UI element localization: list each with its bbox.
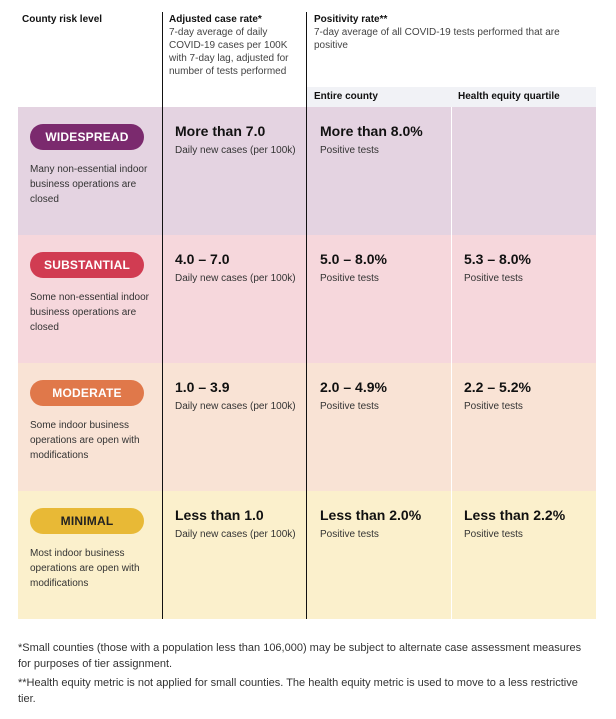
case-rate-value: 1.0 – 3.9: [175, 379, 230, 395]
tier-description: Most indoor business operations are open with modifications: [30, 548, 140, 589]
header-adjusted-case-rate-title: Adjusted case rate*: [169, 14, 262, 25]
county-positivity-value: Less than 2.0%: [320, 507, 422, 523]
tier-description: Some indoor business operations are open with modifications: [30, 420, 140, 461]
header-positivity-rate-title: Positivity rate**: [314, 14, 388, 25]
equity-positivity-value: 2.2 – 5.2%: [464, 379, 531, 395]
county-positivity-unit: Positive tests: [320, 273, 379, 284]
case-rate-unit: Daily new cases (per 100k): [175, 529, 296, 540]
equity-positivity-unit: Positive tests: [464, 401, 523, 412]
county-positivity-unit: Positive tests: [320, 145, 379, 156]
tier-badge: SUBSTANTIAL: [30, 252, 144, 278]
county-positivity-cell: [320, 506, 421, 542]
case-rate-value: More than 7.0: [175, 123, 266, 139]
header-adjusted-case-rate: [169, 13, 303, 78]
footnote-small-counties: *Small counties (those with a population less than 106,000) may be subject to alternate case assessment measures for purposes of tier assignment.: [18, 642, 582, 670]
case-rate-cell: [175, 378, 296, 414]
header-risk-level: [22, 13, 152, 26]
tier-badge: WIDESPREAD: [30, 124, 144, 150]
equity-positivity-cell: [464, 378, 531, 414]
subheader-entire-county: Entire county: [314, 91, 378, 102]
equity-positivity-value: Less than 2.2%: [464, 507, 566, 523]
header-positivity-rate-desc: 7-day average of all COVID-19 tests performed that are positive: [314, 27, 560, 51]
header-risk-level-title: County risk level: [22, 14, 103, 25]
case-rate-unit: Daily new cases (per 100k): [175, 401, 296, 412]
column-divider-3: [451, 107, 452, 619]
county-positivity-cell: [320, 122, 423, 158]
header-adjusted-case-rate-desc: 7-day average of daily COVID-19 cases per 100K with 7-day lag, adjusted for number of tests performed: [169, 27, 289, 77]
case-rate-cell: [175, 506, 296, 542]
equity-positivity-unit: Positive tests: [464, 529, 523, 540]
case-rate-value: 4.0 – 7.0: [175, 251, 230, 267]
case-rate-unit: Daily new cases (per 100k): [175, 145, 296, 156]
county-positivity-unit: Positive tests: [320, 401, 379, 412]
equity-positivity-cell: [464, 506, 565, 542]
equity-positivity-value: 5.3 – 8.0%: [464, 251, 531, 267]
county-positivity-value: 5.0 – 8.0%: [320, 251, 387, 267]
tier-badge: MINIMAL: [30, 508, 144, 534]
footnote-health-equity: **Health equity metric is not applied for small counties. The health equity metric is used to move to a less restrictive tier.: [18, 677, 578, 705]
case-rate-value: Less than 1.0: [175, 507, 264, 523]
subheader-health-equity-quartile: Health equity quartile: [458, 91, 560, 102]
tier-badge: MODERATE: [30, 380, 144, 406]
column-divider-2: [306, 12, 307, 619]
case-rate-cell: [175, 122, 296, 158]
header-positivity-rate: [314, 13, 584, 52]
case-rate-unit: Daily new cases (per 100k): [175, 273, 296, 284]
county-positivity-unit: Positive tests: [320, 529, 379, 540]
tier-description: Some non-essential indoor business operations are closed: [30, 292, 149, 333]
county-positivity-cell: [320, 378, 387, 414]
case-rate-cell: [175, 250, 296, 286]
equity-positivity-cell: [464, 250, 531, 286]
county-positivity-value: More than 8.0%: [320, 123, 423, 139]
county-positivity-value: 2.0 – 4.9%: [320, 379, 387, 395]
equity-positivity-unit: Positive tests: [464, 273, 523, 284]
column-divider-1: [162, 12, 163, 619]
tier-description: Many non-essential indoor business operations are closed: [30, 164, 148, 205]
county-positivity-cell: [320, 250, 387, 286]
